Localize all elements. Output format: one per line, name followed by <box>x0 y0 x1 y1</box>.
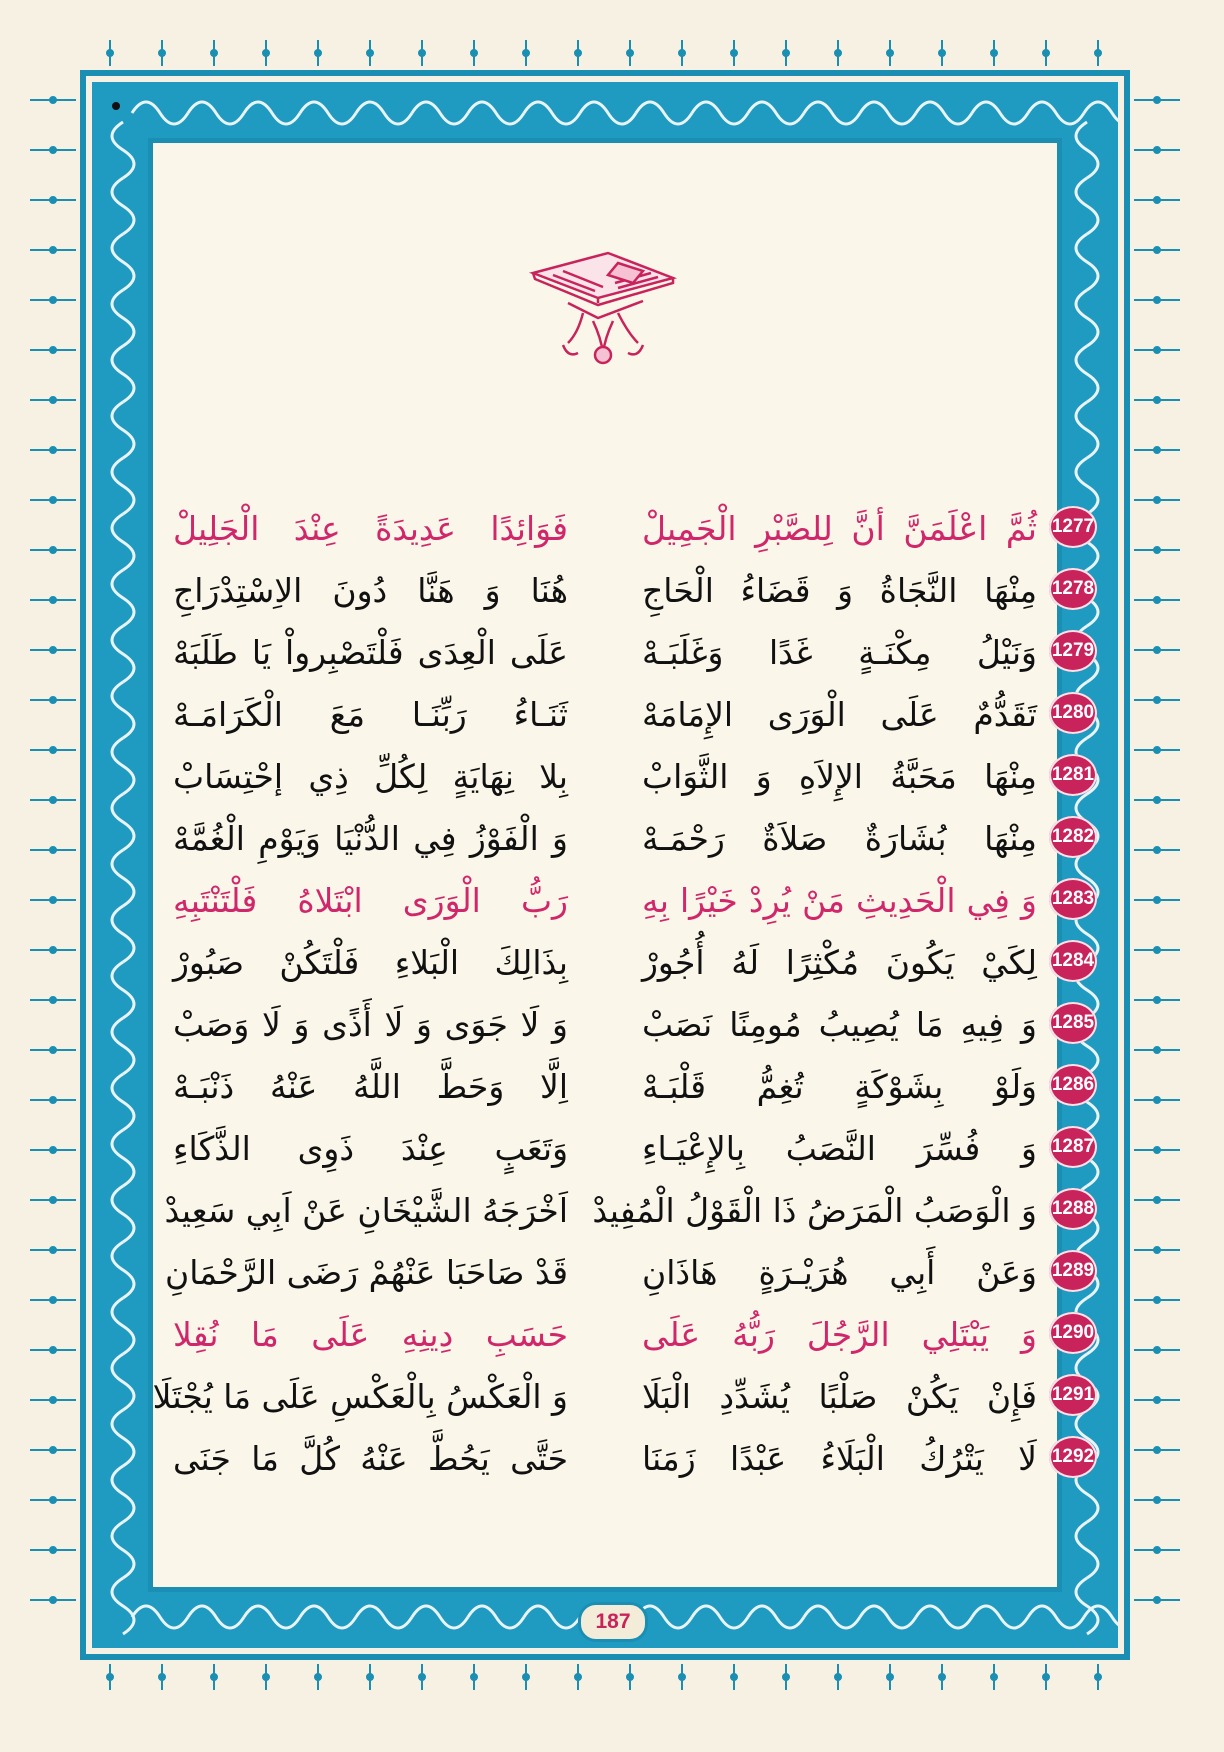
second-hemistich: وَتَعَبٍ عِنْدَ ذَوِى الذَّكَاءِ <box>173 1129 568 1168</box>
first-hemistich: وَ فِي الْحَدِيثِ مَنْ يُرِدْ خَيْرًا بِهِ <box>642 881 1037 920</box>
second-hemistich: عَلَى الْعِدَى فَلْتَصْبِرواْ يَا طَلَبَهْ <box>173 633 568 672</box>
verse-row <box>153 1185 1095 1237</box>
verse-number-badge: 1288 <box>1049 1188 1097 1230</box>
ink-dot <box>112 102 120 110</box>
verse-number-badge: 1286 <box>1049 1064 1097 1106</box>
verse-number-badge: 1282 <box>1049 816 1097 858</box>
verse-row <box>153 813 1095 865</box>
verse-number-badge: 1279 <box>1049 630 1097 672</box>
first-hemistich: وَ يَبْتَلِي الرَّجُلَ رَبُّهُ عَلَى <box>642 1315 1037 1354</box>
first-hemistich: وَ فُسِّرَ النَّصَبُ بِالإِعْيَـاءِ <box>642 1129 1037 1168</box>
verse-row <box>153 1061 1095 1113</box>
verse-number-badge: 1291 <box>1049 1374 1097 1416</box>
second-hemistich: فَوَائِدًا عَدِيدَةً عِنْدَ الْجَلِيلْ <box>173 509 568 548</box>
first-hemistich: فَإِنْ يَكُنْ صَلْبًا يُشَدِّدِ الْبَلَا <box>642 1377 1037 1416</box>
second-hemistich: رَبُّ الْوَرَى ابْتَلاهُ فَلْتَنْتَبِهِ <box>173 881 568 920</box>
second-hemistich: بِذَالِكَ الْبَلاءِ فَلْتَكُنْ صَبُورْ <box>173 943 568 982</box>
second-hemistich: وَ لَا جَوَى وَ لَا أَذًى وَ لَا وَصَبْ <box>173 1005 568 1044</box>
verse-number-badge: 1287 <box>1049 1126 1097 1168</box>
first-hemistich: وَ الْوَصَبُ الْمَرَضُ ذَا الْقَوْلُ الْمُفِيدْ <box>592 1191 1037 1230</box>
first-hemistich: وَنَيْلُ مِكْنَـةٍ غَدًا وَغَلَبَـهْ <box>642 633 1037 672</box>
second-hemistich: وَ الْعَكْسُ بِالْعَكْسِ عَلَى مَا يُجْتَلَا <box>152 1377 568 1416</box>
second-hemistich: ثَنَـاءُ رَبِّنَـا مَعَ الْكَرَامَـهْ <box>173 695 568 734</box>
verse-number-badge: 1292 <box>1049 1436 1097 1478</box>
first-hemistich: وَ فِيهِ مَا يُصِيبُ مُومِنًا نَصَبْ <box>642 1005 1037 1044</box>
verse-row <box>153 565 1095 617</box>
verse-row <box>153 1433 1095 1485</box>
verse-row <box>152 1371 1095 1423</box>
second-hemistich: اَخْرَجَهُ الشَّيْخَانِ عَنْ اَبِي سَعِيدْ <box>164 1191 568 1230</box>
second-hemistich: حَسَبِ دِينِهِ عَلَى مَا نُقِلا <box>173 1315 568 1354</box>
verse-row <box>153 1123 1095 1175</box>
verse-row <box>153 503 1095 555</box>
second-hemistich: قَدْ صَاحَبَا عَنْهُمْ رَضَى الرَّحْمَانِ <box>164 1253 568 1292</box>
verse-row <box>153 1247 1095 1299</box>
quran-on-stand-icon <box>523 243 683 373</box>
first-hemistich: وَعَنْ أَبِي هُرَيْـرَةٍ هَاذَانِ <box>642 1253 1037 1292</box>
verse-row <box>153 627 1095 679</box>
first-hemistich: لَا يَتْرُكُ الْبَلَاءُ عَبْدًا زَمَنَا <box>642 1439 1037 1478</box>
verse-row <box>153 999 1095 1051</box>
verse-number-badge: 1290 <box>1049 1312 1097 1354</box>
verse-number-badge: 1283 <box>1049 878 1097 920</box>
second-hemistich: وَ الْفَوْزُ فِي الدُّنْيَا وَيَوْمِ الْغُمَّهْ <box>173 819 568 858</box>
verse-number-badge: 1278 <box>1049 568 1097 610</box>
first-hemistich: وَلَوْ بِشَوْكَةٍ تُغِمُّ قَلْبَـهْ <box>642 1067 1037 1106</box>
verse-number-badge: 1284 <box>1049 940 1097 982</box>
second-hemistich: بِلا نِهَايَةٍ لِكُلِّ ذِي إحْتِسَابْ <box>173 757 568 796</box>
verse-row <box>153 751 1095 803</box>
verse-number-badge: 1277 <box>1049 506 1097 548</box>
first-hemistich: تَقَدُّمٌ عَلَى الْوَرَى الإِمَامَهْ <box>642 695 1037 734</box>
verse-row <box>153 1309 1095 1361</box>
first-hemistich: مِنْهَا بُشَارَةٌ صَلاَةٌ رَحْمَـهْ <box>642 819 1037 858</box>
second-hemistich: هُنَا وَ هَنَّا دُونَ الاِسْتِدْرَاجِ <box>173 571 568 610</box>
second-hemistich: اِلَّا وَحَطَّ اللَّهُ عَنْهُ ذَنْبَـهْ <box>173 1067 568 1106</box>
page-content <box>152 143 1095 1587</box>
verse-number-badge: 1281 <box>1049 754 1097 796</box>
first-hemistich: ثُمَّ اعْلَمَنَّ أنَّ لِلصَّبْرِ الْجَمِيلْ <box>642 509 1037 548</box>
first-hemistich: مِنْهَا النَّجَاةُ وَ قَضَاءُ الْحَاجِ <box>642 571 1037 610</box>
verse-row <box>153 689 1095 741</box>
verse-number-badge: 1289 <box>1049 1250 1097 1292</box>
verse-row <box>153 875 1095 927</box>
verse-number-badge: 1285 <box>1049 1002 1097 1044</box>
second-hemistich: حَتَّى يَحُطَّ عَنْهُ كُلَّ مَا جَنَى <box>173 1439 568 1478</box>
first-hemistich: مِنْهَا مَحَبَّةُ الإِلاَهِ وَ الثَّوَابْ <box>642 757 1037 796</box>
verse-row <box>153 937 1095 989</box>
page-number: 187 <box>578 1602 648 1642</box>
first-hemistich: لِكَيْ يَكُونَ مُكْثِرًا لَهُ أُجُورْ <box>642 943 1037 982</box>
verse-number-badge: 1280 <box>1049 692 1097 734</box>
